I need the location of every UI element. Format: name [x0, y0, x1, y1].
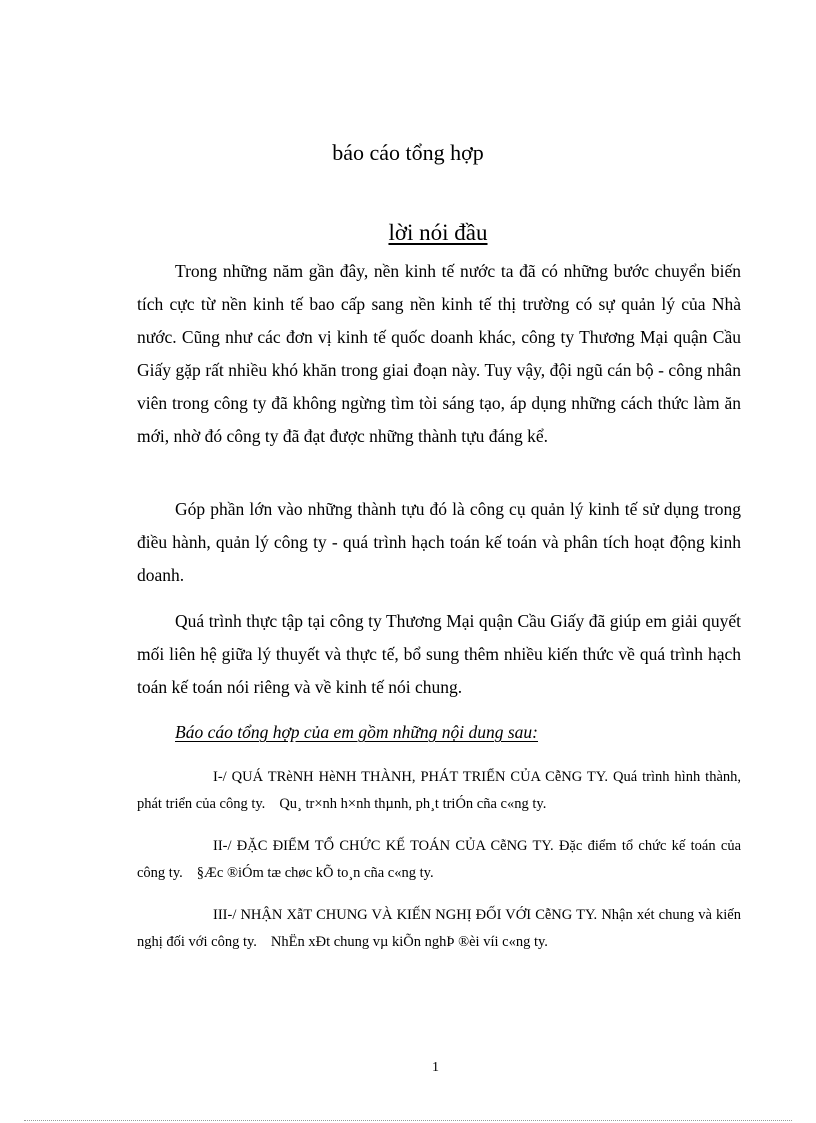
- page-number: 1: [432, 1060, 439, 1075]
- body-paragraph: Góp phần lớn vào những thành tựu đó là công cụ quản lý kinh tế sử dụng trong điều hành, quản lý công ty - quá trình hạch toán kế toán và phân tích hoạt động kinh doanh.: [137, 499, 741, 585]
- preface-title: lời nói đầu: [388, 220, 488, 245]
- outline-item-text: Quá trình hình thành, phát triển của công ty.: [137, 769, 742, 812]
- outline-item-garbled-text: §Æc ®iÓm tæ chøc kÕ to¸n cña c«ng ty.: [196, 865, 434, 881]
- outline-item-heading: III-/ NHẬN XẫT CHUNG VÀ KIẾN NGHỊ ĐỐI VỚI CễNG TY.: [213, 907, 598, 923]
- outline-item-heading: II-/ ĐẶC ĐIỂM TỔ CHỨC KẾ TOÁN CỦA CễNG TY.: [213, 838, 554, 854]
- outline-item-heading: I-/ QUÁ TRèNH HèNH THÀNH, PHÁT TRIỂN CỦA CễNG TY.: [213, 769, 609, 785]
- outline-item: [137, 833, 741, 887]
- outline-item-garbled-text: NhËn xÐt chung vµ kiÕn nghÞ ®èi víi c«ng ty.: [270, 934, 548, 950]
- outline-item-text: Nhận xét chung và kiến nghị đối với công ty.: [137, 907, 741, 950]
- body-paragraph: Trong những năm gần đây, nền kinh tế nước ta đã có những bước chuyển biến tích cực từ nền kinh tế bao cấp sang nền kinh tế thị trường có sự quản lý của Nhà nước. Cũng như các đơn vị kinh tế quốc doanh khác, công ty Thương Mại quận Cầu Giấy gặp rất nhiều khó khăn trong giai đoạn này. Tuy vậy, đội ngũ cán bộ - công nhân viên trong công ty đã không ngừng tìm tòi sáng tạo, áp dụng những cách thức làm ăn mới, nhờ đó công ty đã đạt được những thành tựu đáng kể.: [137, 261, 741, 446]
- report-title: báo cáo tổng hợp: [332, 140, 484, 165]
- outline-item: [137, 764, 741, 818]
- outline-item-garbled-text: Qu¸ tr×nh h×nh thµnh, ph¸t triÓn cña c«ng ty.: [279, 796, 547, 812]
- footer-divider: [24, 1120, 792, 1121]
- outline-item: [137, 902, 741, 956]
- outline-heading: Báo cáo tổng hợp của em gồm những nội dung sau:: [175, 722, 539, 742]
- body-paragraph: Quá trình thực tập tại công ty Thương Mại quận Cầu Giấy đã giúp em giải quyết mối liên hệ giữa lý thuyết và thực tế, bổ sung thêm nhiều kiến thức về quá trình hạch toán kế toán nói riêng và về kinh tế nói chung.: [137, 611, 741, 697]
- outline-item-text: Đặc điểm tổ chức kế toán của công ty.: [137, 838, 742, 881]
